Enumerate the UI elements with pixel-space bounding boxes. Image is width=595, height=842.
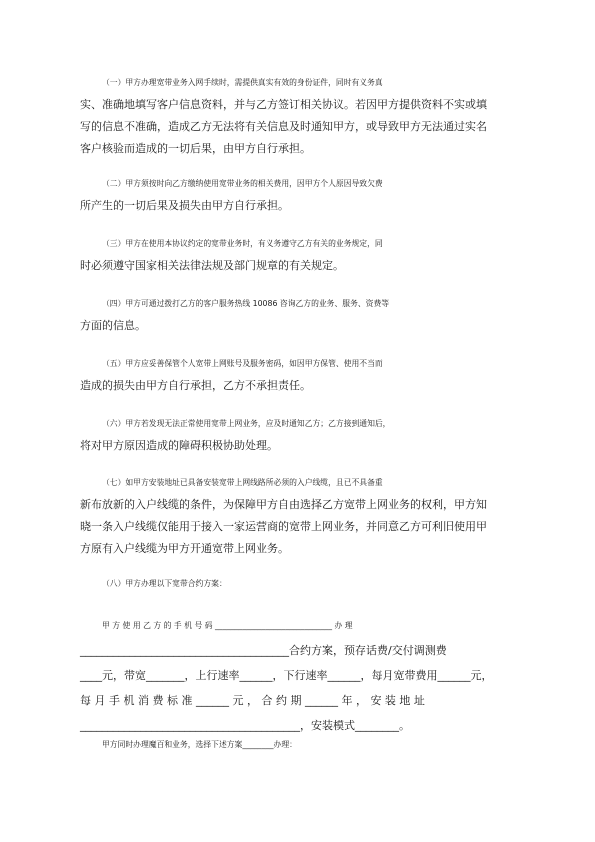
clause-1: [80, 72, 520, 160]
clause-line: 新布放新的入户线缆的条件，为保障甲方自由选择乙方宽带上网业务的权利，甲方知: [80, 498, 487, 511]
clause-line: （七）如甲方安装地址已具备安装宽带上网线路所必须的入户线缆，且已不具备重: [102, 478, 383, 487]
clause-line: （二）甲方须按时向乙方缴纳使用宽带业务的相关费用，因甲方个人原因导致欠费: [102, 179, 383, 188]
plan-form-line: ____元，带宽_______，上行速率______，下行速率______，每月宽带费用______元，: [80, 669, 493, 682]
plan-form-line: ________________________________________，安装模式________。: [80, 719, 410, 732]
clause-line: 造成的损失由甲方自行承担，乙方不承担责任。: [80, 379, 311, 392]
clause-8: [80, 573, 520, 595]
plan-form: [80, 613, 520, 738]
clause-line: （一）甲方办理宽带业务入网手续时，需提供真实有效的身份证件，同时有义务真: [102, 78, 383, 87]
clause-4: [80, 293, 520, 337]
clause-line: 晓一条入户线缆仅能用于接入一家运营商的宽带上网业务，并同意乙方可利旧使用甲: [80, 520, 487, 533]
clause-2: [80, 173, 520, 217]
clause-line: 将对甲方原因造成的障碍积极协助处理。: [80, 439, 278, 452]
clause-line: 方面的信息。: [80, 319, 146, 332]
clause-line: （八）甲方办理以下宽带合约方案：: [102, 579, 227, 588]
clause-5: [80, 353, 520, 397]
clause-3: [80, 233, 520, 277]
clause-6: [80, 413, 520, 457]
clause-line: 写的信息不准确，造成乙方无法将有关信息及时通知甲方，或导致甲方无法通过实名: [80, 120, 487, 133]
clause-line: 方原有入户线缆为甲方开通宽带上网业务。: [80, 542, 289, 555]
clause-line: （三）甲方在使用本协议约定的宽带业务时，有义务遵守乙方有关的业务规定，同: [102, 239, 383, 248]
plan-form-line: ______________________________________合约方案，预存话费/交付调测费: [80, 644, 447, 657]
plan-form-line: 每 月 手 机 消 费 标 准 ______ 元 ， 合 约 期 ______ 年 ， 安 装 地 址: [80, 694, 425, 707]
clause-line: 实、准确地填写客户信息资料，并与乙方签订相关协议。若因甲方提供资料不实或填: [80, 98, 487, 111]
clause-line: （六）甲方若发现无法正常使用宽带上网业务，应及时通知乙方；乙方接到通知后，: [102, 419, 391, 428]
clause-7: [80, 472, 520, 560]
extra-plan: [80, 734, 520, 756]
extra-plan-line: 甲方同时办理魔百和业务，选择下述方案________办理：: [102, 740, 297, 749]
clause-line: （五）甲方应妥善保管个人宽带上网账号及服务密码，如因甲方保管、使用不当而: [102, 359, 383, 368]
clause-line: 时必须遵守国家相关法律法规及部门规章的有关规定。: [80, 259, 344, 272]
clause-line: 客户核验而造成的一切后果，由甲方自行承担。: [80, 142, 311, 155]
plan-form-line: 甲 方 使 用 乙 方 的 手 机 号 码 ______________________________ 办 理: [102, 621, 353, 630]
clause-line: （四）甲方可通过拨打乙方的客户服务热线 10086 咨询乙方的业务、服务、资费等: [102, 299, 390, 308]
clause-line: 所产生的一切后果及损失由甲方自行承担。: [80, 199, 289, 212]
